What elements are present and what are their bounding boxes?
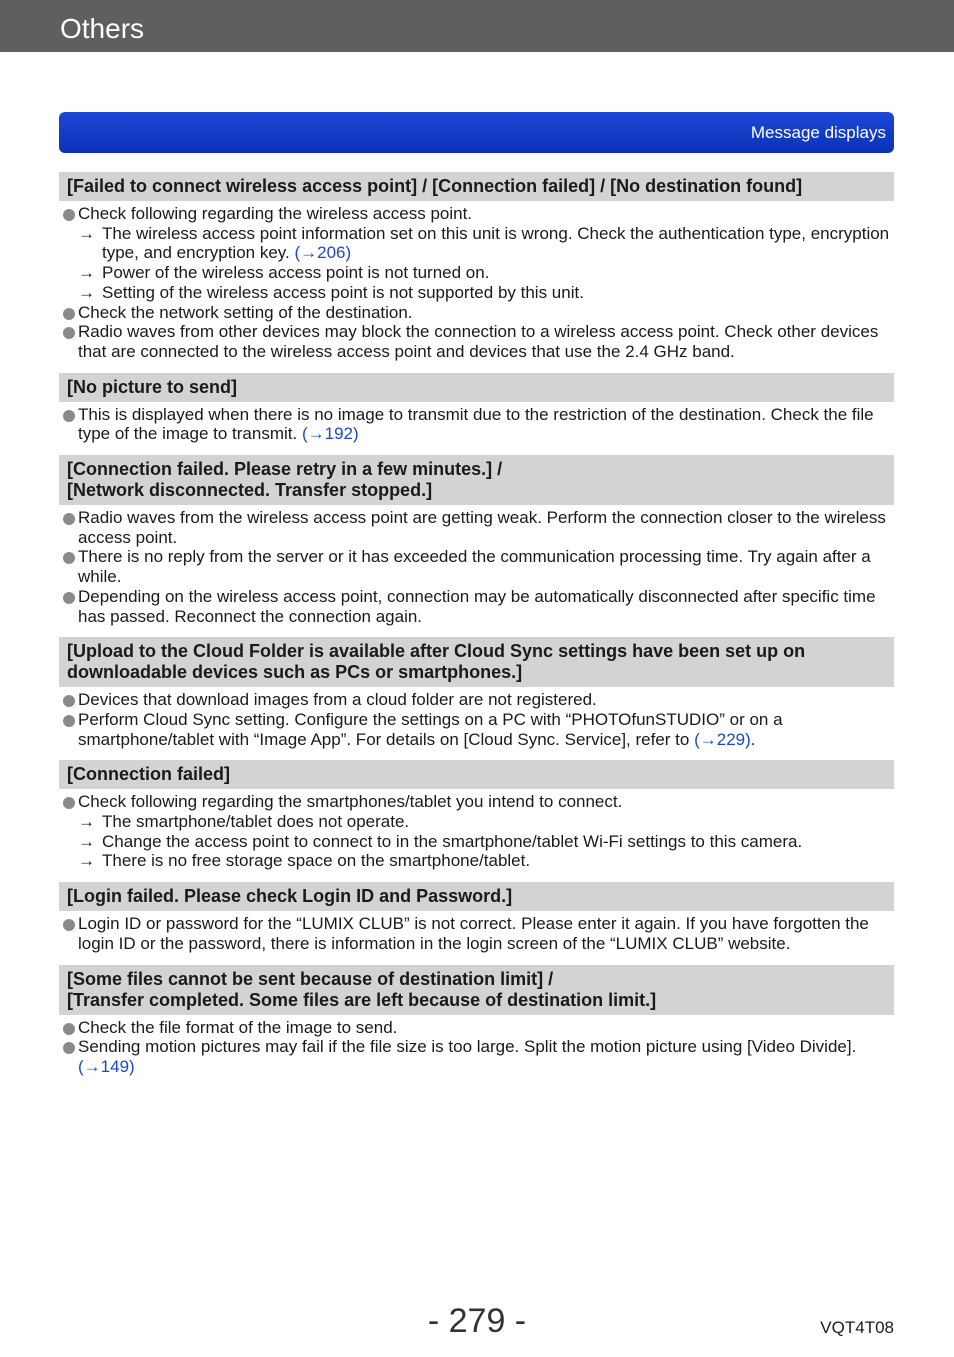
item-text: Radio waves from the wireless access point are getting weak. Perform the connection closer to the wireless access point. (78, 508, 886, 547)
bullet-dot-icon (63, 797, 75, 809)
page-number: - 279 - (427, 1302, 527, 1340)
right-arrow-icon: → (78, 263, 95, 283)
message-heading (59, 373, 894, 402)
bullet-dot-icon (63, 410, 75, 422)
right-arrow-icon: → (78, 812, 95, 832)
bullet-dot-icon (63, 695, 75, 707)
bullet-dot-icon (63, 919, 75, 931)
arrow-sub-item (59, 263, 894, 283)
message-section (59, 172, 894, 362)
message-heading (59, 455, 894, 505)
message-heading (59, 965, 894, 1015)
message-heading-line: [Some files cannot be sent because of destination limit] / (67, 968, 554, 989)
message-section (59, 455, 894, 626)
bullet-dot-icon (63, 552, 75, 564)
item-text: Login ID or password for the “LUMIX CLUB” is not correct. Please enter it again. If you have forgotten the login ID or the password, there is information in the login screen of the “LUMIX CLUB” website. (78, 914, 869, 953)
message-heading-line: [Connection failed. Please retry in a few minutes.] / (67, 459, 503, 480)
item-text: The wireless access point information set on this unit is wrong. Check the authentication type, encryption type, and encryption key. (102, 223, 890, 263)
chapter-title: Others (60, 13, 145, 44)
arrow-sub-item (59, 832, 894, 852)
right-arrow-icon: → (78, 851, 95, 871)
bullet-item (59, 1018, 894, 1038)
bullet-dot-icon (63, 592, 75, 604)
item-text: Depending on the wireless access point, connection may be automatically disconnected after specific time has passed. Reconnect the connection again. (78, 586, 876, 626)
chapter-header-bar (0, 0, 954, 52)
message-section (59, 882, 894, 953)
item-text: Devices that download images from a cloud folder are not registered. (78, 690, 597, 710)
message-heading-line: [Upload to the Cloud Folder is available after Cloud Sync settings have been set up on downloadable devices such as PCs or smartphones.] (67, 641, 806, 683)
message-heading (59, 882, 894, 911)
item-text: Power of the wireless access point is not turned on. (102, 263, 490, 283)
bullet-item (59, 690, 894, 710)
bullet-item (59, 303, 894, 323)
bullet-dot-icon (63, 209, 75, 221)
bullet-dot-icon (63, 1042, 75, 1054)
item-text: The smartphone/tablet does not operate. (102, 812, 410, 832)
item-text: There is no reply from the server or it has exceeded the communication processing time. Try again after a while. (78, 547, 871, 587)
message-heading-line: [Failed to connect wireless access point] / [Connection failed] / [No destination found] (67, 176, 803, 196)
item-text: Setting of the wireless access point is not supported by this unit. (102, 282, 584, 302)
message-heading (59, 760, 894, 789)
right-arrow-icon: → (78, 282, 95, 302)
item-text: Check following regarding the wireless access point. (78, 204, 473, 223)
item-text: Radio waves from other devices may block the connection to a wireless access point. Check other devices that are connected to the wireless access point and devices that use the 2.4 GHz band. (78, 322, 879, 361)
right-arrow-icon: → (78, 223, 95, 243)
arrow-sub-item (59, 224, 894, 263)
item-text: Check the file format of the image to send. (78, 1017, 398, 1037)
bullet-item (59, 587, 894, 626)
section-band-label: Message displays (750, 123, 886, 142)
message-heading (59, 172, 894, 201)
bullet-item (59, 405, 894, 444)
item-text: Perform Cloud Sync setting. Configure the settings on a PC with “PHOTOfunSTUDIO” or on a smartphone/tablet with “Image App”. For details on [Cloud Sync. Service], refer to (78, 709, 783, 749)
bullet-dot-icon (63, 327, 75, 339)
message-heading-line: [Connection failed] (67, 764, 230, 785)
bullet-item (59, 204, 894, 224)
bullet-item (59, 547, 894, 586)
bullet-item (59, 508, 894, 547)
item-text: Change the access point to connect to in the smartphone/tablet Wi-Fi settings to this camera. (102, 831, 803, 851)
item-text: Sending motion pictures may fail if the file size is too large. Split the motion picture using [Video Divide]. (78, 1037, 857, 1057)
message-section (59, 760, 894, 871)
bullet-dot-icon (63, 308, 75, 320)
document-code: VQT4T08 (820, 1318, 894, 1337)
bullet-item (59, 710, 894, 749)
arrow-sub-item (59, 283, 894, 303)
message-heading-line: [Transfer completed. Some files are left because of destination limit.] (67, 989, 657, 1010)
message-section (59, 965, 894, 1077)
bullet-item (59, 322, 894, 361)
arrow-sub-item (59, 812, 894, 832)
item-text: There is no free storage space on the smartphone/tablet. (102, 851, 531, 871)
message-section (59, 373, 894, 444)
page-reference-link[interactable]: (→192) (301, 424, 359, 444)
page-reference-link[interactable]: (→229) (694, 729, 751, 749)
message-heading-line: [Login failed. Please check Login ID and Password.] (67, 886, 513, 907)
arrow-sub-item (59, 851, 894, 871)
message-section (59, 637, 894, 749)
page-reference-link[interactable]: (→206) (294, 243, 352, 263)
bullet-dot-icon (63, 715, 75, 727)
section-band (59, 112, 894, 153)
page-reference-link[interactable]: (→149) (78, 1056, 135, 1076)
bullet-item (59, 792, 894, 812)
bullet-dot-icon (63, 1023, 75, 1035)
right-arrow-icon: → (78, 831, 95, 851)
message-heading (59, 637, 894, 687)
bullet-dot-icon (63, 513, 75, 525)
message-list (59, 172, 894, 1088)
item-text: Check following regarding the smartphones/tablet you intend to connect. (78, 792, 623, 812)
item-text: Check the network setting of the destination. (78, 302, 413, 322)
item-trailing-text: . (750, 729, 756, 749)
bullet-item (59, 914, 894, 953)
message-heading-line: [Network disconnected. Transfer stopped.] (67, 480, 433, 501)
bullet-item (59, 1037, 894, 1076)
item-text: This is displayed when there is no image to transmit due to the restriction of the destination. Check the file type of the image to transmit. (78, 404, 874, 444)
message-heading-line: [No picture to send] (67, 376, 237, 397)
